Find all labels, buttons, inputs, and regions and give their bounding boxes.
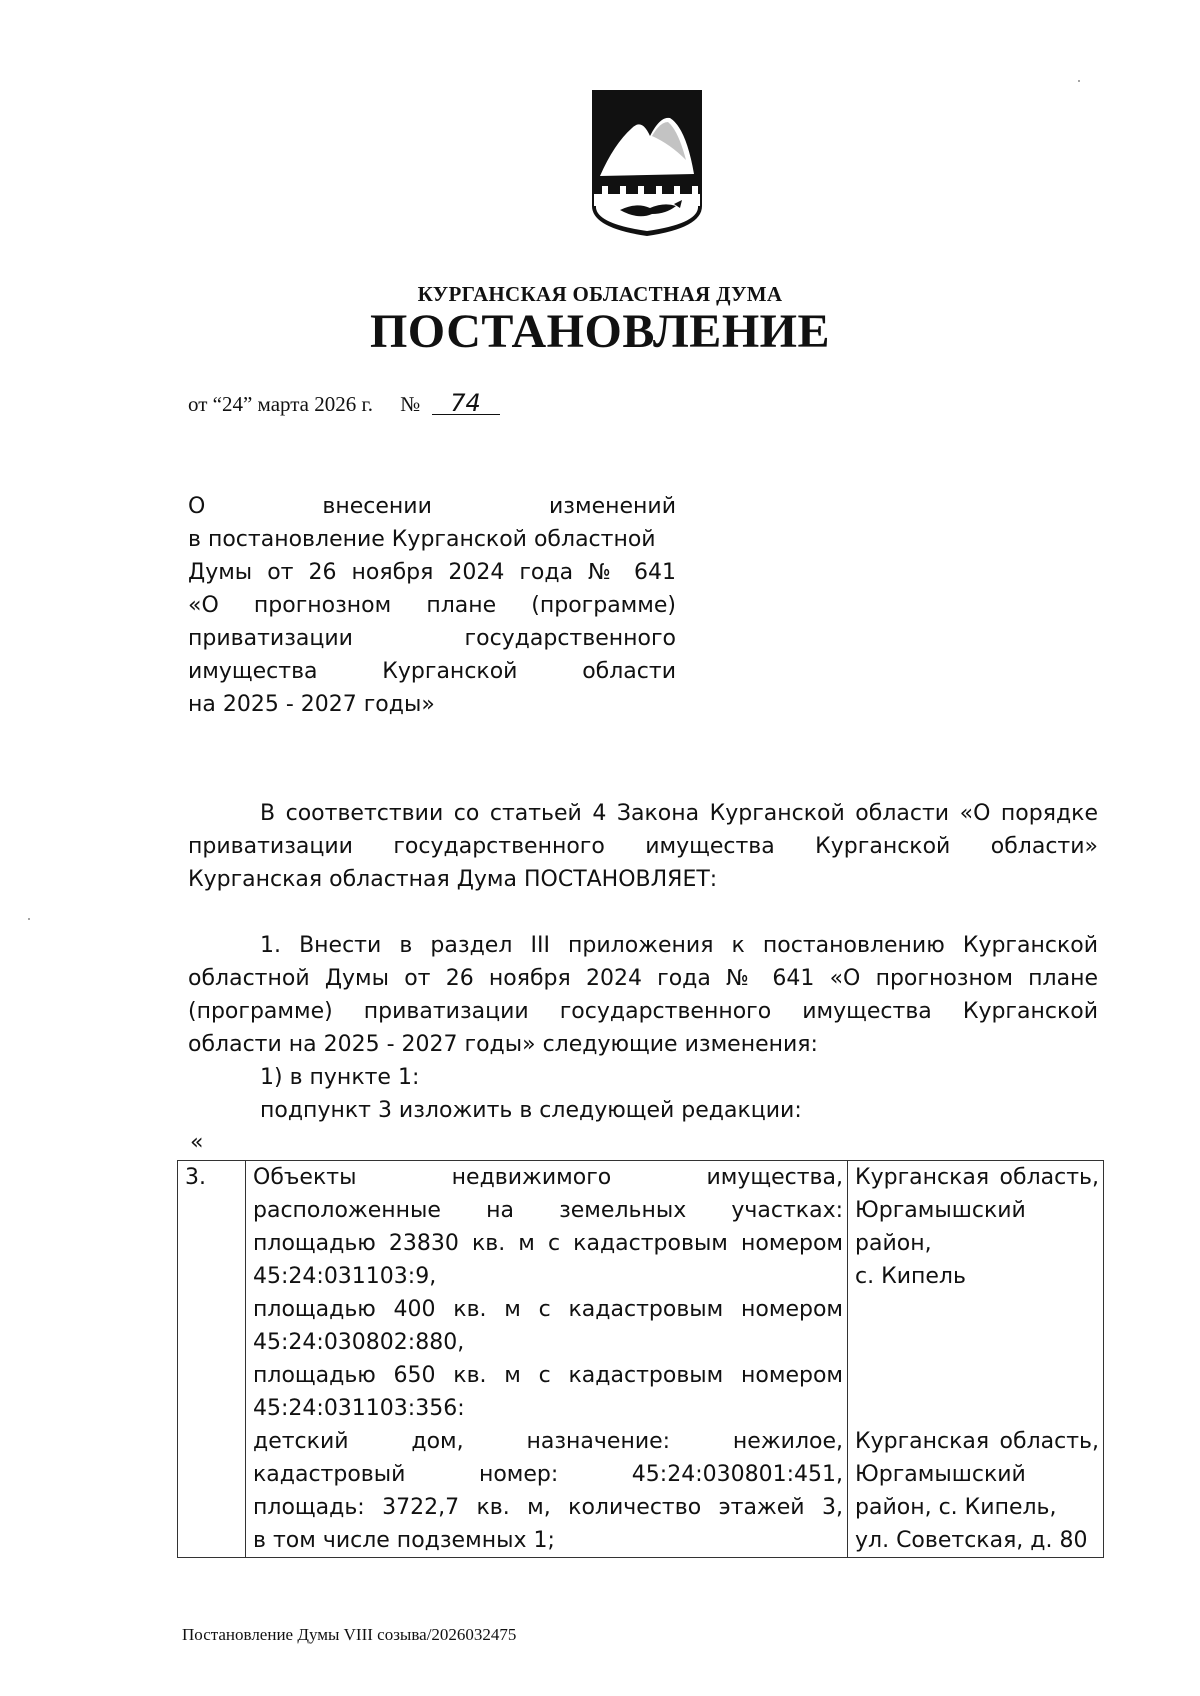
coat-of-arms-emblem bbox=[590, 88, 704, 238]
description-line: расположенные на земельных участках: bbox=[253, 1198, 843, 1223]
subject-line: «О прогнозном плане (программе) bbox=[188, 593, 676, 618]
date-prefix: от bbox=[188, 392, 208, 416]
item-1-line: области на 2025 - 2027 годы» следующие изменения: bbox=[188, 1032, 818, 1057]
document-subject bbox=[188, 490, 676, 721]
item-1-line: областной Думы от 26 ноября 2024 года № 641 «О прогнозном плане bbox=[188, 966, 1098, 991]
address-line: Курганская область, bbox=[855, 1165, 1099, 1190]
object-description bbox=[246, 1161, 848, 1558]
document-type-title: ПОСТАНОВЛЕНИЕ bbox=[369, 305, 831, 358]
subject-line: имущества Курганской области bbox=[188, 659, 676, 684]
description-line: площадью 400 кв. м с кадастровым номером bbox=[253, 1297, 843, 1322]
description-line: площадью 23830 кв. м с кадастровым номером bbox=[253, 1231, 843, 1256]
opening-quote: « bbox=[190, 1130, 204, 1155]
organization-name: КУРГАНСКАЯ ОБЛАСТНАЯ ДУМА bbox=[417, 282, 783, 306]
date-number-line bbox=[188, 389, 500, 417]
property-table bbox=[177, 1160, 1104, 1558]
item-1-paragraph bbox=[188, 929, 1098, 1127]
item-1-subpoint: 1) в пункте 1: bbox=[260, 1065, 420, 1090]
table-row bbox=[178, 1161, 1104, 1558]
description-line: площадью 650 кв. м с кадастровым номером bbox=[253, 1363, 843, 1388]
item-1-line: 1. Внести в раздел III приложения к постановлению Курганской bbox=[260, 933, 1098, 958]
subject-line: приватизации государственного bbox=[188, 626, 676, 651]
address-line: Юргамышский bbox=[855, 1462, 1026, 1487]
description-line: Объекты недвижимого имущества, bbox=[253, 1165, 843, 1190]
scan-speck bbox=[1078, 80, 1080, 82]
item-1-line: (программе) приватизации государственного имущества Курганской bbox=[188, 999, 1098, 1024]
description-line: в том числе подземных 1; bbox=[253, 1528, 555, 1553]
address-line: район, bbox=[855, 1231, 932, 1256]
description-line: 45:24:030802:880, bbox=[253, 1330, 465, 1355]
subject-line: Думы от 26 ноября 2024 года № 641 bbox=[188, 560, 676, 585]
item-1-subpoint: подпункт 3 изложить в следующей редакции: bbox=[260, 1098, 802, 1123]
document-footer: Постановление Думы VIII созыва/2026032475 bbox=[182, 1625, 517, 1644]
document-date: “24” марта 2026 г. bbox=[212, 392, 373, 416]
preamble-paragraph bbox=[188, 797, 1098, 896]
description-line: детский дом, назначение: нежилое, bbox=[253, 1429, 843, 1454]
address-line: район, с. Кипель, bbox=[855, 1495, 1057, 1520]
subject-line: О внесении изменений bbox=[188, 494, 676, 519]
description-line: площадь: 3722,7 кв. м, количество этажей 3, bbox=[253, 1495, 843, 1520]
description-line: 45:24:031103:356: bbox=[253, 1396, 465, 1421]
address-line: Курганская область, bbox=[855, 1429, 1099, 1454]
address-line: Юргамышский bbox=[855, 1198, 1026, 1223]
preamble-line: приватизации государственного имущества Курганской области» bbox=[188, 834, 1098, 859]
number-sign: № bbox=[400, 392, 421, 416]
document-number: 74 bbox=[432, 392, 500, 415]
preamble-line: В соответствии со статьей 4 Закона Курганской области «О порядке bbox=[260, 801, 1098, 826]
description-line: 45:24:031103:9, bbox=[253, 1264, 437, 1289]
description-line: кадастровый номер: 45:24:030801:451, bbox=[253, 1462, 843, 1487]
address-line: ул. Советская, д. 80 bbox=[855, 1528, 1088, 1553]
preamble-line: Курганская областная Дума ПОСТАНОВЛЯЕТ: bbox=[188, 867, 718, 892]
address-line: с. Кипель bbox=[855, 1264, 966, 1289]
subject-line: на 2025 - 2027 годы» bbox=[188, 692, 435, 717]
scan-speck bbox=[28, 918, 30, 920]
object-address bbox=[848, 1161, 1104, 1558]
subject-line: в постановление Курганской областной bbox=[188, 527, 656, 552]
row-number: 3. bbox=[178, 1161, 246, 1558]
